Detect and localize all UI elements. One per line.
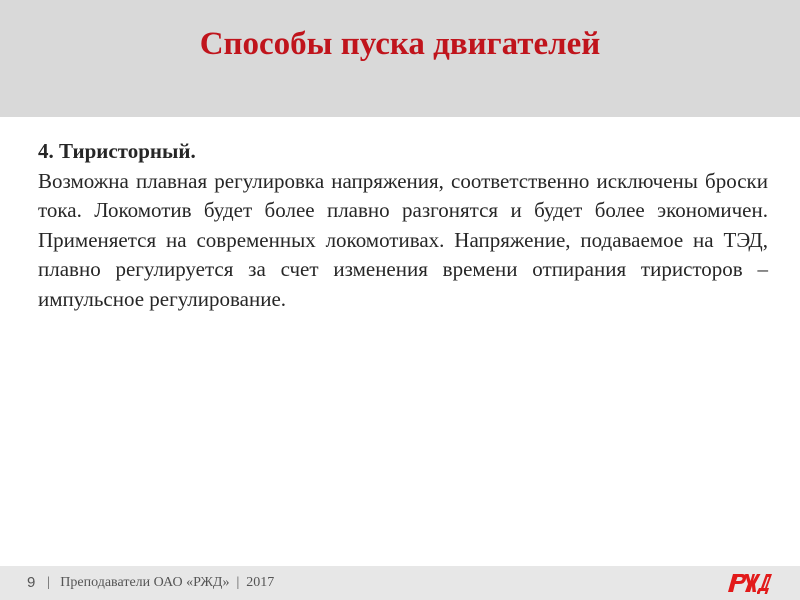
slide-title: Способы пуска двигателей — [199, 26, 601, 62]
slide-header — [0, 0, 800, 117]
footer-text: | Преподаватели ОАО «РЖД» | 2017 — [47, 575, 275, 590]
page-number: 9 — [27, 574, 36, 591]
slide-content — [38, 137, 768, 314]
content-heading: 4. Тиристорный. — [38, 139, 196, 163]
rzd-logo-icon — [725, 570, 773, 596]
slide-footer — [0, 566, 800, 600]
content-body: Возможна плавная регулировка напряжения, соответственно исключены броски тока. Локомотив будет более плавно разгонятся и будет более экономичен. Применяется на современных локомотивах. Напряжение, подаваемое на ТЭД, плавно регулируется за счет изменения времени отпирания тиристоров – импульсное регулирование. — [38, 168, 768, 311]
